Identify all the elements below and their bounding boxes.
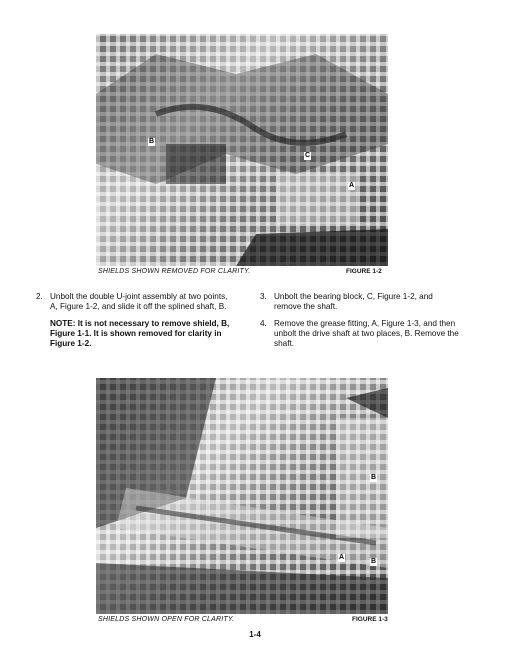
figure-1-3-label: FIGURE 1-3 xyxy=(352,616,388,623)
figure-1-3-callout-b: B xyxy=(371,474,377,481)
step-text: Unbolt the bearing block, C, Figure 1-2, and remove the shaft. xyxy=(274,292,433,311)
step-number: 3. xyxy=(260,292,267,301)
figure-1-3-drawing xyxy=(96,378,388,614)
figure-1-2-callout-b: B xyxy=(149,138,155,145)
figure-1-3-caption: SHIELDS SHOWN OPEN FOR CLARITY. xyxy=(98,616,235,623)
step-text: Remove the grease fitting, A, Figure 1-3, and then unbolt the drive shaft at two places, B. Remove the shaft. xyxy=(274,319,459,348)
note: NOTE: It is not necessary to remove shield, B, Figure 1-1. It is shown removed for clarity in Figure 1-2. xyxy=(50,319,230,348)
figure-1-2-label: FIGURE 1-2 xyxy=(346,268,382,275)
figure-1-3-photo xyxy=(96,378,388,614)
step-number: 2. xyxy=(36,292,43,301)
page-number: 1-4 xyxy=(249,630,261,639)
figure-1-2-caption: SHIELDS SHOWN REMOVED FOR CLARITY. xyxy=(98,268,251,275)
instructions-left-column xyxy=(36,292,236,349)
step-4 xyxy=(260,319,460,349)
figure-1-2-callout-a: A xyxy=(349,182,355,189)
figure-1-3-callout-b-lower: B xyxy=(371,558,377,565)
figure-1-3-callout-a: A xyxy=(339,554,345,561)
step-2 xyxy=(36,292,236,312)
figure-1-2-photo xyxy=(96,34,388,266)
figure-1-2-callout-c: C xyxy=(305,152,311,159)
instructions-right-column xyxy=(260,292,460,356)
step-text: Unbolt the double U-joint assembly at two points, A, Figure 1-2, and slide it off the splined shaft, B. xyxy=(50,292,228,311)
step-3 xyxy=(260,292,460,312)
figure-1-2-drawing xyxy=(96,34,388,266)
step-number: 4. xyxy=(260,319,267,328)
